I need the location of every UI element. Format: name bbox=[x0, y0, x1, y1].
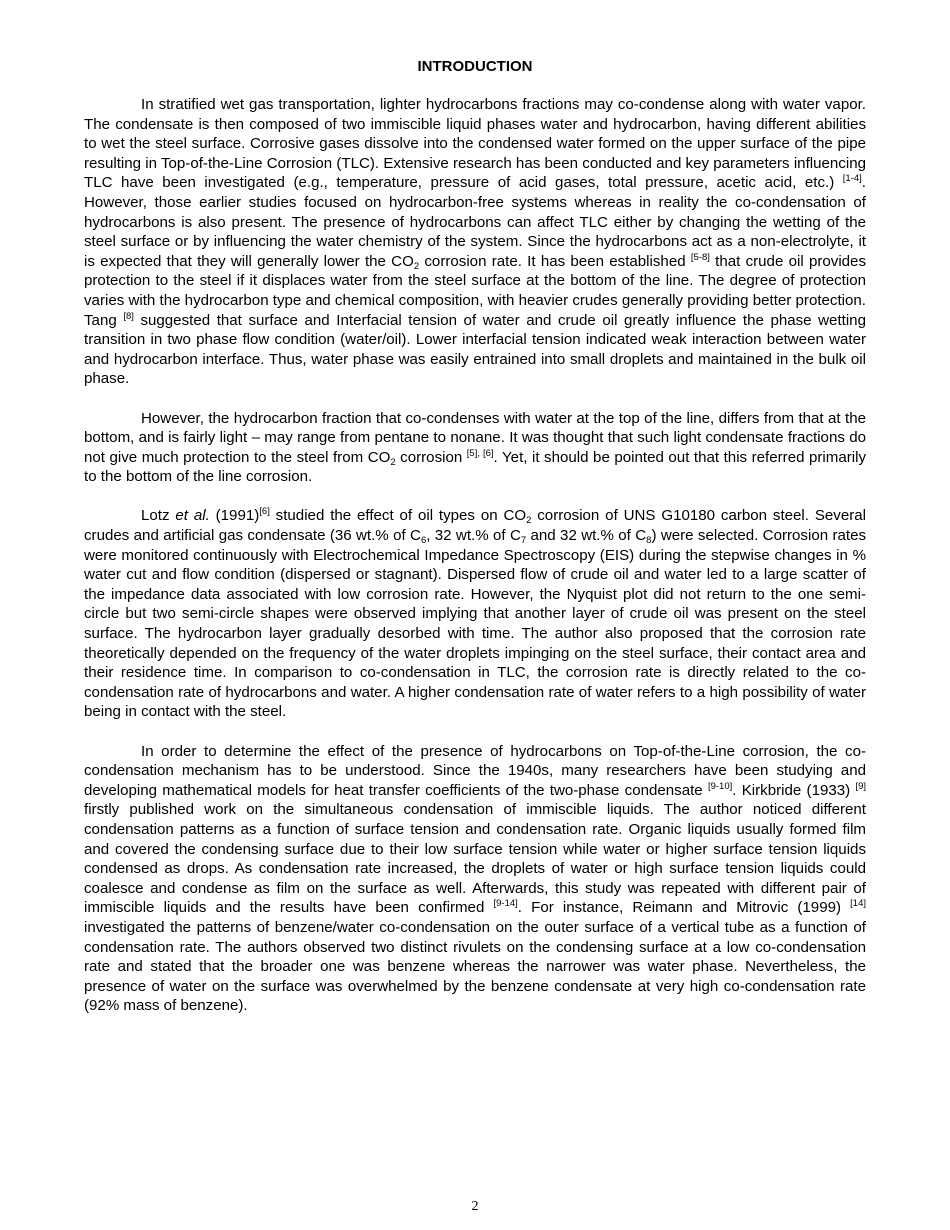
citation-ref: [6] bbox=[259, 506, 270, 518]
text-run: investigated the patterns of benzene/water co-condensation on the outer surface of a vertical tube as a function of condensation rate. The authors observed two distinct rivulets on the condensing surface at a low co-condensation rate and stated that the broader one was benzene whereas the narrower was water phase. Nevertheless, the presence of water on the surface was overwhelmed by the benzene condensate at very high co-condensation rate (92% mass of benzene). bbox=[84, 918, 866, 1015]
text-run: In order to determine the effect of the presence of hydrocarbons on Top-of-the-Line corrosion, the co-condensation mechanism has to be understood. Since the 1940s, many researchers have been studying and developing mathematical models for heat transfer coefficients of the two-phase condensate bbox=[84, 742, 866, 799]
text-run: (1991) bbox=[209, 507, 260, 525]
text-run: firstly published work on the simultaneous condensation of immiscible liquids. The author noticed different condensation patterns as a function of surface tension and condensation rate. Organic liquids usually formed film and covered the condensing surface due to their low surface tension while water or higher surface tension liquids condensed as drops. As condensation rate increased, the droplets of water or high surface tension liquids could coalesce and condense as film on the surface as well. Afterwards, this study was repeated with different pair of immiscible liquids and the results have been confirmed bbox=[84, 801, 866, 917]
citation-ref: [9] bbox=[855, 780, 866, 792]
text-run: suggested that surface and Interfacial tension of water and crude oil greatly influence the phase wetting transition in two phase flow condition (water/oil). Lower interfacial tension indicated weak interaction between water and hydrocarbon interface. Thus, water phase was easily entrained into small droplets and maintained in the bulk oil phase. bbox=[84, 311, 866, 388]
text-run: studied the effect of oil types on CO bbox=[269, 507, 527, 525]
text-run: and 32 wt.% of C bbox=[526, 527, 647, 545]
paragraph-container bbox=[84, 95, 866, 1016]
body-paragraph-3 bbox=[84, 506, 866, 722]
subscript: 2 bbox=[390, 456, 396, 468]
subscript: 2 bbox=[526, 515, 532, 527]
text-run: , 32 wt.% of C bbox=[426, 527, 521, 545]
text-run: corrosion bbox=[395, 448, 467, 466]
body-paragraph-4 bbox=[84, 742, 866, 1016]
citation-ref: [14] bbox=[850, 898, 867, 910]
text-run: . Yet, it should be pointed out that this referred primarily to the bottom of the line corrosion. bbox=[84, 448, 867, 486]
subscript: 8 bbox=[646, 535, 652, 547]
citation-ref: [9-14] bbox=[493, 898, 518, 910]
citation-ref: [8] bbox=[123, 310, 134, 322]
text-run: . However, those earlier studies focused on hydrocarbon-free systems whereas in reality the co-condensation of hydrocarbons is also present. The presence of hydrocarbons can affect TLC either by changing the wetting of the steel surface or by influencing the water chemistry of the system. Since the hydrocarbons act as a non-electrolyte, it is expected that they will generally lower the CO bbox=[84, 174, 866, 270]
section-heading: INTRODUCTION bbox=[417, 58, 533, 75]
text-run: that crude oil provides protection to the steel if it displaces water from the steel surface at the bottom of the line. The degree of protection varies with the hydrocarbon type and chemical composition, with heavier crudes generally providing better protection. Tang bbox=[84, 252, 867, 329]
page-body bbox=[84, 57, 866, 1036]
text-run: In stratified wet gas transportation, lighter hydrocarbons fractions may co-condense along with water vapor. The condensate is then composed of two immiscible liquid phases water and hydrocarbon, having different abilities to wet the steel surface. Corrosive gases dissolve into the condensed water formed on the upper surface of the pipe resulting in Top-of-the-Line Corrosion (TLC). Extensive research has been conducted and key parameters influencing TLC have been investigated (e.g., temperature, pressure of acid gases, total pressure, acetic acid, etc.) bbox=[84, 96, 866, 192]
text-run: However, the hydrocarbon fraction that co-condenses with water at the top of the line, differs from that at the bottom, and is fairly light – may range from pentane to nonane. It was thought that such light condensate fractions do not give much protection to the steel from CO bbox=[84, 409, 866, 466]
page-number: 2 bbox=[471, 1199, 479, 1214]
text-run: Lotz bbox=[141, 507, 176, 525]
citation-ref: [1-4] bbox=[842, 173, 862, 185]
subscript: 7 bbox=[520, 535, 527, 547]
body-paragraph-1 bbox=[84, 95, 866, 389]
text-run: corrosion rate. It has been established bbox=[419, 252, 691, 270]
body-paragraph-2 bbox=[84, 409, 866, 487]
text-run: ) were selected. Corrosion rates were monitored continuously with Electrochemical Impedance Spectroscopy (EIS) during the stepwise changes in % water cut and flow condition (dispersed or stagnant). Dispersed flow of crude oil and water led to a large scatter of the impedance data associated with low corrosion rate. However, the Nyquist plot did not return to the one semi-circle but two semi-circle shapes were observed implying that another layer of crude oil was present on the steel surface. The hydrocarbon layer gradually desorbed with time. The author also proposed that the corrosion rate theoretically depended on the frequency of the water droplets impinging on the steel surface, their contact area and their residence time. In comparison to co-condensation in TLC, the corrosion rate is directly related to the co-condensation rate of hydrocarbons and water. A higher condensation rate of water refers to a high possibility of water being in contact with the steel. bbox=[84, 527, 867, 721]
citation-ref: [9-10] bbox=[707, 780, 733, 792]
subscript: 2 bbox=[413, 260, 420, 272]
italic-text: et al. bbox=[175, 507, 210, 525]
subscript: 6 bbox=[420, 535, 427, 547]
text-run: . Kirkbride (1933) bbox=[732, 781, 856, 799]
text-run: corrosion of UNS G10180 carbon steel. Several crudes and artificial gas condensate (36 wt.% of C bbox=[84, 507, 866, 545]
text-run: . For instance, Reimann and Mitrovic (1999) bbox=[517, 899, 851, 917]
citation-ref: [5-8] bbox=[690, 251, 710, 263]
citation-ref: [5], [6] bbox=[466, 447, 494, 459]
